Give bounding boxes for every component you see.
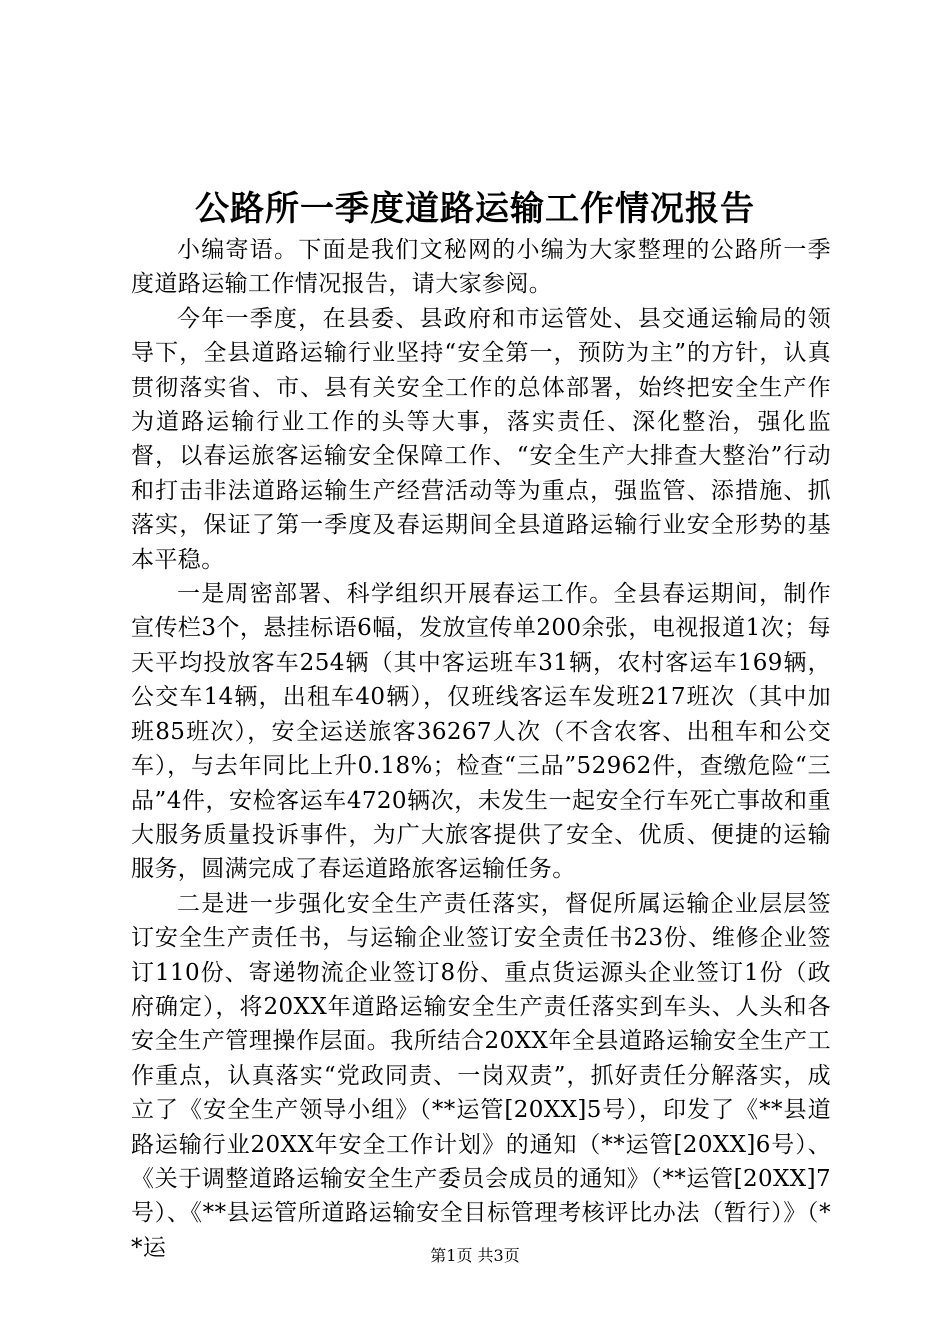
paragraph-overview: 今年一季度，在县委、县政府和市运管处、县交通运输局的领导下，全县道路运输行业坚持“安全第一，预防为主”的方针，认真贯彻落实省、市、县有关安全工作的总体部署，始终把安全生产作为道路运输行业工作的头等大事，落实责任、深化整治，强化监督，以春运旅客运输安全保障工作、“安全生产大排查大整治”行动和打击非法道路运输生产经营活动等为重点，强监管、添措施、抓落实，保证了第一季度及春运期间全县道路运输行业安全形势的基本平稳。 — [131, 305, 831, 573]
paragraph-spring-transport: 一是周密部署、科学组织开展春运工作。全县春运期间，制作宣传栏3个，悬挂标语6幅，发放宣传单200余张，电视报道1次；每天平均投放客车254辆（其中客运班车31辆，农村客运车169辆，公交车14辆，出租车40辆），仅班线客运车发班217班次（其中加班85班次），安全运送旅客36267人次（不含农客、出租车和公交车），与去年同比上升0.18%；检查“三品”52962件，查缴危险“三品”4件，安检客运车4720辆次，未发生一起安全行车死亡事故和重大服务质量投诉事件，为广大旅客提供了安全、优质、便捷的运输服务，圆满完成了春运道路旅客运输任务。 — [131, 581, 831, 883]
page-number-footer: 第1页 共3页 — [430, 1246, 520, 1265]
paragraph-intro: 小编寄语。下面是我们文秘网的小编为大家整理的公路所一季度道路运输工作情况报告，请大家参阅。 — [131, 237, 831, 298]
document-title: 公路所一季度道路运输工作情况报告 — [195, 189, 755, 229]
document-body — [131, 233, 831, 1265]
paragraph-safety-responsibility: 二是进一步强化安全生产责任落实，督促所属运输企业层层签订安全生产责任书，与运输企业签订安全责任书23份、维修企业签订110份、寄递物流企业签订8份、重点货运源头企业签订1份（政府确定），将20XX年道路运输安全生产责任落实到车头、人头和各安全生产管理操作层面。我所结合20XX年全县道路运输安全生产工作重点，认真落实“党政同责、一岗双责”，抓好责任分解落实，成立了《安全生产领导小组》（**运管[20XX]5号），印发了《**县道路运输行业20XX年安全工作计划》的通知（**运管[20XX]6号）、《关于调整道路运输安全生产委员会成员的通知》（**运管[20XX]7号）、《**县运管所道路运输安全目标管理考核评比办法（暂行）》（**运 — [131, 890, 831, 1261]
